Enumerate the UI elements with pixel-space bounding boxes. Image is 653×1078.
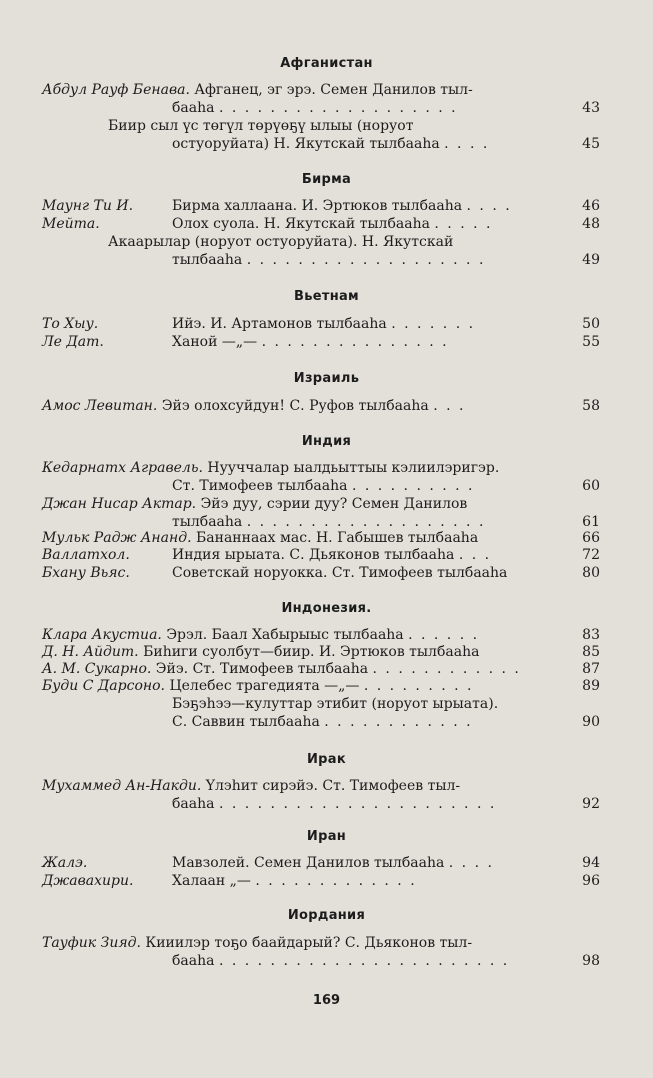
section-heading-iraq: Ирак: [307, 752, 346, 767]
work-title: Ийэ. И. Артамонов тылбааһa . . . . . . .: [172, 316, 476, 332]
work-title: Бананнаах мас. Н. Габышев тылбааһa: [195, 530, 479, 546]
toc-entry: [42, 530, 478, 546]
page-ref: 87: [582, 661, 600, 677]
leader-dots: . . . . . . . . . . . . . . . . . . .: [218, 100, 458, 116]
author-name: Кедарнатх Агравель.: [42, 460, 203, 476]
page-ref: 72: [582, 547, 600, 563]
toc-entry: [42, 873, 133, 889]
author-name: Мульк Радж Ананд.: [42, 530, 192, 546]
toc-entry: [108, 118, 413, 134]
toc-entry: [42, 82, 473, 98]
page-ref: 60: [582, 478, 600, 494]
work-title-cont: С. Саввин тылбааһa . . . . . . . . . . . .: [172, 714, 473, 730]
page-ref: 48: [582, 216, 600, 232]
leader-dots: . . . . . . . . . . . .: [324, 714, 473, 730]
toc-entry: [42, 547, 130, 563]
leader-dots: . . . . . . . . . . . . . . . . . . .: [246, 252, 486, 268]
author-name: Клара Акустиа.: [42, 627, 162, 643]
leader-dots: . . . . . . . . . . . . .: [255, 873, 417, 889]
section-heading-indonesia: Индонезия.: [281, 601, 372, 616]
leader-dots: . . . . .: [434, 216, 493, 232]
page-ref: 43: [582, 100, 600, 116]
page-ref: 55: [582, 334, 600, 350]
author-name: Маунг Ти И.: [42, 198, 134, 214]
page-ref: 85: [582, 644, 600, 660]
work-title: Биһиги суолбут—биир. И. Эртюков тылбааһa: [143, 644, 480, 660]
leader-dots: . . . .: [448, 855, 494, 871]
leader-dots: . . . . . . . . . . . . . . . . . . . . . .: [218, 796, 497, 812]
page-ref: 94: [582, 855, 600, 871]
author-name: А. М. Сукарно.: [42, 661, 152, 677]
work-title: Бирма халлаана. И. Эртюков тылбааһa . . . .: [172, 198, 512, 214]
work-title-cont: бааһa . . . . . . . . . . . . . . . . . . . . . .: [172, 796, 497, 812]
section-heading-afghanistan: Афганистан: [280, 56, 373, 71]
leader-dots: . . . .: [444, 136, 490, 152]
page-ref: 98: [582, 953, 600, 969]
page-ref: 80: [582, 565, 600, 581]
page-ref: 61: [582, 514, 600, 530]
section-heading-iran: Иран: [306, 829, 347, 844]
work-title: Нууччалар ыалдьыттыы кэлиилэригэр.: [207, 460, 500, 476]
work-title: Советскай норуокка. Ст. Тимофеев тылбааһa: [172, 565, 508, 581]
author-name: Д. Н. Айдит.: [42, 644, 139, 660]
toc-entry: [42, 855, 87, 871]
toc-entry: [42, 398, 465, 414]
author-name: Жалэ.: [42, 855, 88, 871]
author-name: То Хыу.: [42, 316, 99, 332]
section-heading-israel: Израиль: [293, 371, 360, 386]
author-name: Буди С Дарсоно.: [42, 678, 165, 694]
leader-dots: . . . .: [466, 198, 512, 214]
leader-dots: . . . . . . . . . . . . . . . . . . .: [246, 514, 486, 530]
toc-entry: [42, 678, 473, 694]
work-title: Эйэ. Ст. Тимофеев тылбааһa: [155, 661, 369, 677]
work-title: Эйэ олохсуйдун! С. Руфов тылбааһa: [161, 398, 429, 414]
author-name: Абдул Рауф Бенава.: [42, 82, 190, 98]
work-title: Халаан „— . . . . . . . . . . . . .: [172, 873, 417, 889]
leader-dots: . . . . . . . . .: [363, 678, 474, 694]
leader-dots: . . .: [458, 547, 492, 563]
work-title: Биир сыл үс төгүл төрүөҕү ылыы (норуот: [108, 118, 414, 134]
work-title-cont: тылбааһa . . . . . . . . . . . . . . . . . . .: [172, 252, 486, 268]
work-title: Индия ырыата. С. Дьяконов тылбааһa . . .: [172, 547, 492, 563]
work-title: Ханой —„— . . . . . . . . . . . . . . .: [172, 334, 449, 350]
toc-entry: [42, 644, 479, 660]
author-name: Джан Нисар Актар.: [42, 496, 197, 512]
toc-entry: [42, 935, 472, 951]
work-title-cont: остуоруйата) Н. Якутскай тылбааһa . . . .: [172, 136, 490, 152]
toc-entry: [42, 334, 104, 350]
toc-entry: [42, 316, 98, 332]
leader-dots: . . . . . . . . . .: [351, 478, 475, 494]
work-title-cont: бааһa . . . . . . . . . . . . . . . . . . .: [172, 100, 458, 116]
page-ref: 46: [582, 198, 600, 214]
toc-entry: [42, 627, 479, 643]
page-ref: 49: [582, 252, 600, 268]
page-ref: 83: [582, 627, 600, 643]
toc-entry: [42, 460, 499, 476]
section-heading-vietnam: Вьетнам: [294, 289, 359, 304]
page-ref: 90: [582, 714, 600, 730]
page-ref: 92: [582, 796, 600, 812]
work-title: Целебес трагедията —„—: [169, 678, 360, 694]
toc-entry: [42, 198, 133, 214]
work-title-cont: бааһa . . . . . . . . . . . . . . . . . . . . . . .: [172, 953, 510, 969]
work-title-cont: Ст. Тимофеев тылбааһa . . . . . . . . . .: [172, 478, 475, 494]
author-name: Бхану Вьяс.: [42, 565, 130, 581]
page-ref: 66: [582, 530, 600, 546]
leader-dots: . . . . . . .: [391, 316, 476, 332]
author-name: Ле Дат.: [42, 334, 104, 350]
leader-dots: . . . . . . . . . . . .: [372, 661, 521, 677]
author-name: Джавахири.: [42, 873, 134, 889]
work-title: Афганец, эг эрэ. Семен Данилов тыл-: [194, 82, 473, 98]
page-ref: 96: [582, 873, 600, 889]
work-title-cont: тылбааһa . . . . . . . . . . . . . . . . . . .: [172, 514, 486, 530]
leader-dots: . . . . . .: [408, 627, 480, 643]
work-title: Эйэ дуу, сэрии дуу? Семен Данилов: [200, 496, 468, 512]
author-name: Тауфик Зияд.: [42, 935, 141, 951]
author-name: Мейта.: [42, 216, 100, 232]
work-title: Кииилэр тоҕо баайдарый? С. Дьяконов тыл-: [145, 935, 473, 951]
toc-entry: [42, 216, 100, 232]
page-ref: 58: [582, 398, 600, 414]
toc-entry: [42, 778, 460, 794]
leader-dots: . . .: [433, 398, 466, 414]
toc-entry: [42, 661, 521, 677]
work-title: Эрэл. Баал Хабырыыс тылбааһa: [166, 627, 404, 643]
page-ref: 89: [582, 678, 600, 694]
work-title: Олох суола. Н. Якутскай тылбааһa . . . . .: [172, 216, 493, 232]
page-ref: 50: [582, 316, 600, 332]
toc-entry: [42, 496, 467, 512]
author-name: Амос Левитан.: [42, 398, 158, 414]
leader-dots: . . . . . . . . . . . . . . . . . . . . . . .: [218, 953, 510, 969]
work-title: Үлэһит сирэйэ. Ст. Тимофеев тыл-: [205, 778, 461, 794]
author-name: Мухаммед Ан-Накди.: [42, 778, 202, 794]
toc-entry: [42, 565, 130, 581]
leader-dots: . . . . . . . . . . . . . . .: [261, 334, 449, 350]
work-title: Мавзолей. Семен Данилов тылбааһa . . . .: [172, 855, 494, 871]
work-title: Акаарылар (норуот остуоруйата). Н. Якутскай: [108, 234, 454, 250]
work-title: Бэҕэһээ—кулуттар этибит (норуот ырыата).: [172, 696, 499, 712]
section-heading-india: Индия: [301, 434, 352, 449]
section-heading-birma: Бирма: [301, 172, 352, 187]
page-number: 169: [312, 993, 341, 1008]
section-heading-jordan: Иордания: [287, 908, 366, 923]
author-name: Валлатхол.: [42, 547, 130, 563]
page-ref: 45: [582, 136, 600, 152]
